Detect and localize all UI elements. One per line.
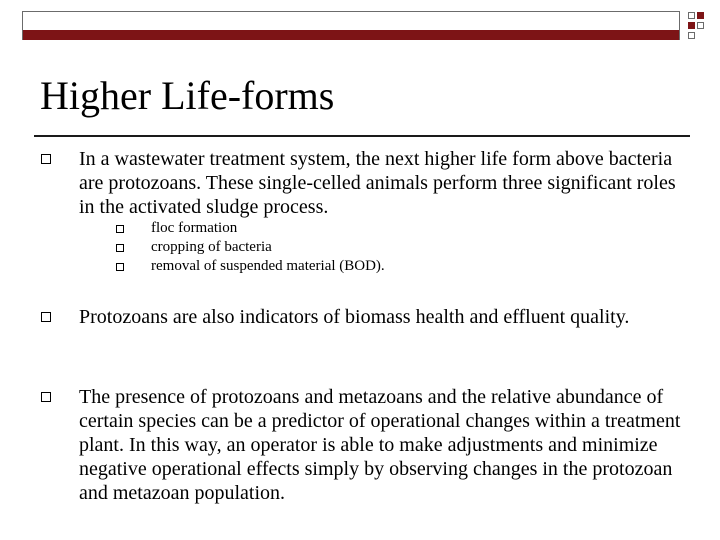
- bullet-text-predictor: The presence of protozoans and metazoans and the relative abundance of certain species can be a predictor of operational changes within a treatment plant. In this way, an operator is able to make adjustments and minimize negative operational effects simply by observing changes in the protozoan and metazoan population.: [79, 386, 681, 504]
- square-sub-bullet-icon: [116, 244, 124, 252]
- square-bullet-icon: [41, 154, 51, 164]
- sub-bullet-floc-formation: floc formation: [151, 220, 238, 236]
- square-sub-bullet-icon: [116, 225, 124, 233]
- header-band: [22, 11, 680, 40]
- title-divider: [34, 135, 690, 137]
- sub-bullet-removal-bod: removal of suspended material (BOD).: [151, 258, 385, 274]
- sub-bullet-cropping-bacteria: cropping of bacteria: [151, 239, 272, 255]
- corner-square-bottom-left: [688, 22, 695, 29]
- square-sub-bullet-icon: [116, 263, 124, 271]
- corner-square-top-left: [688, 12, 695, 19]
- square-bullet-icon: [41, 392, 51, 402]
- corner-square-lower: [688, 32, 695, 39]
- corner-square-top-right: [697, 12, 704, 19]
- bullet-text-protozoan-roles: In a wastewater treatment system, the next higher life form above bacteria are protozoans. These single-celled animals perform three significant roles in the activated sludge process.: [79, 148, 676, 218]
- bullet-text-indicators: Protozoans are also indicators of biomass health and effluent quality.: [79, 306, 630, 328]
- corner-square-bottom-right: [697, 22, 704, 29]
- square-bullet-icon: [41, 312, 51, 322]
- slide-title: Higher Life-forms: [40, 73, 335, 118]
- header-stripe: [23, 30, 679, 40]
